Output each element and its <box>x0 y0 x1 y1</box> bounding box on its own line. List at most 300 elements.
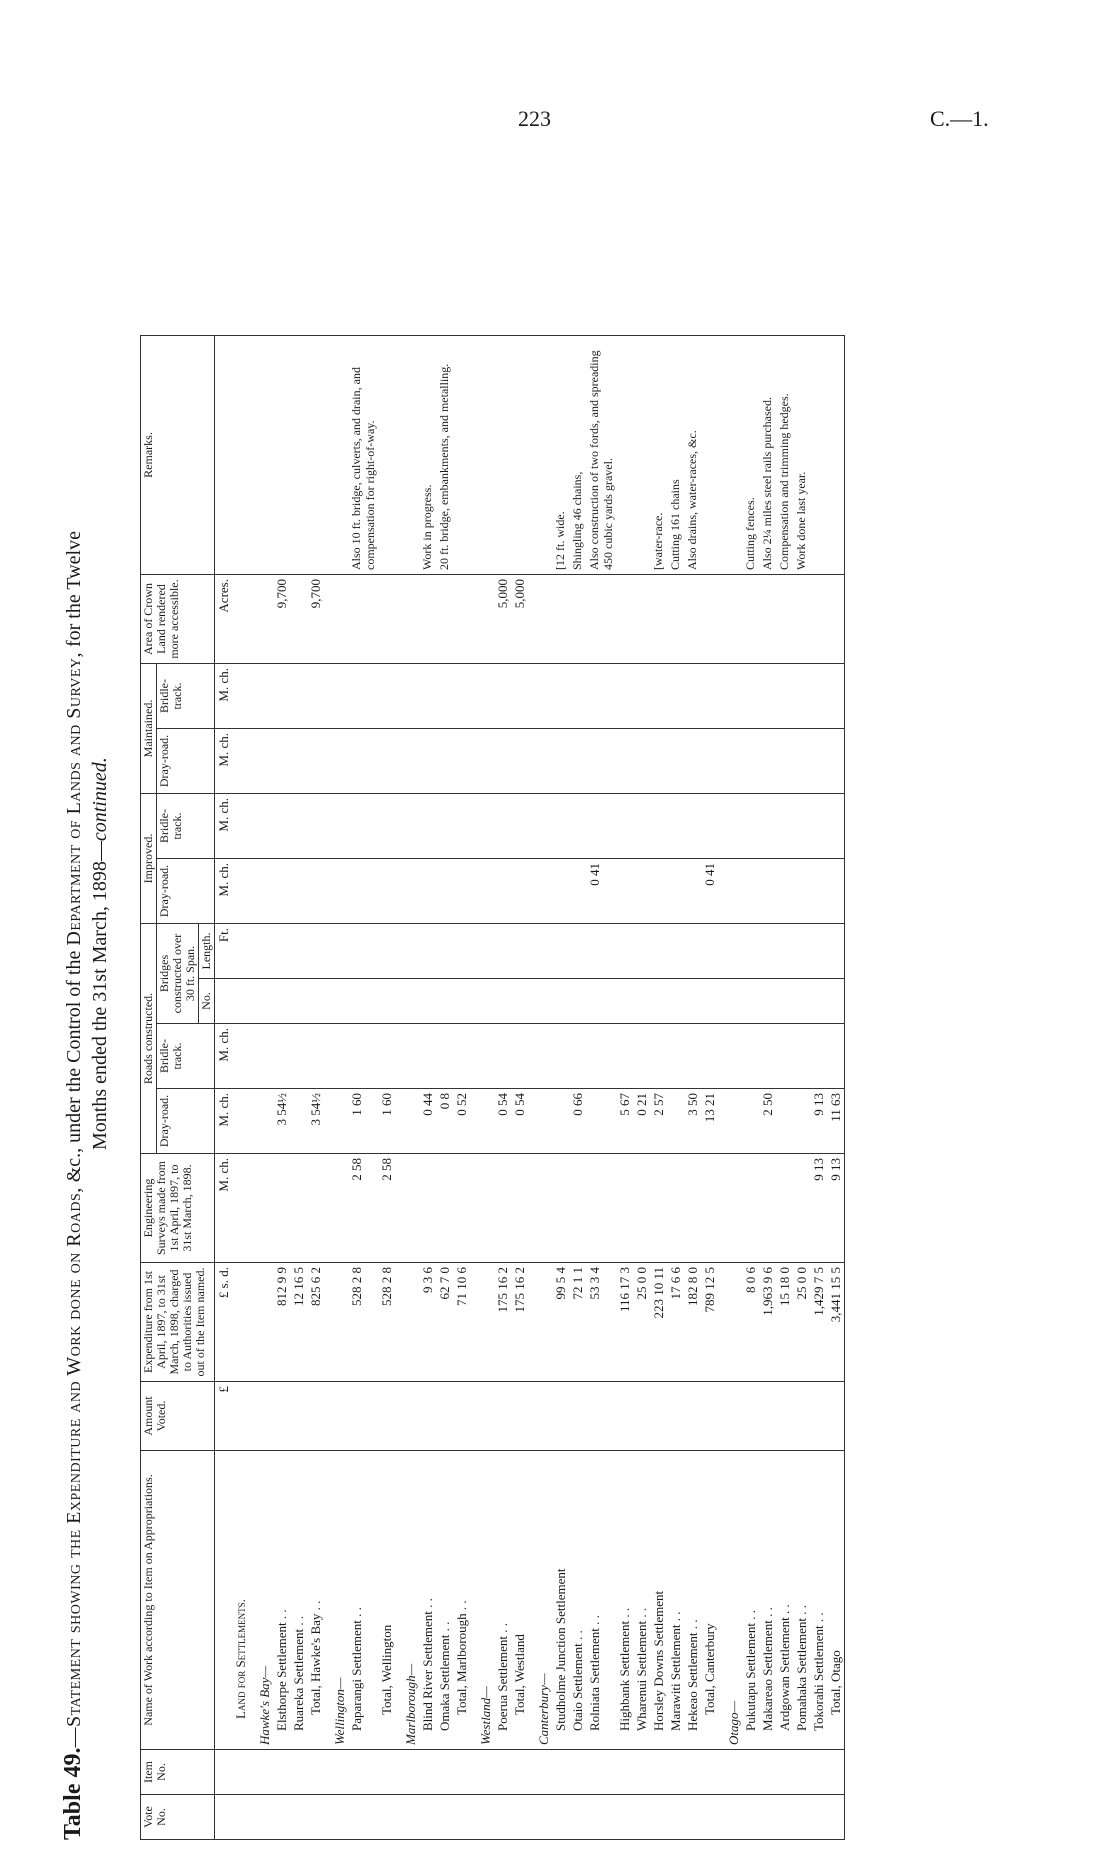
table-row <box>633 336 650 1840</box>
cell-improved <box>249 859 273 924</box>
cell-empty <box>290 729 307 794</box>
cell-empty <box>395 1750 419 1795</box>
cell-survey <box>395 1154 419 1263</box>
cell-empty <box>419 924 436 979</box>
cell-empty <box>616 664 633 729</box>
cell-empty <box>827 924 845 979</box>
cell-bridle <box>494 1024 511 1089</box>
table-title <box>60 170 113 1840</box>
cell-dray <box>793 1089 810 1154</box>
cell-bridle <box>569 1024 586 1089</box>
cell-empty <box>528 664 552 729</box>
cell-bridle <box>650 1024 667 1089</box>
cell-bridle <box>827 1024 845 1089</box>
cell-empty <box>616 1795 633 1840</box>
cell-remarks <box>307 336 324 575</box>
header-vote-no: Vote No. <box>141 1795 215 1840</box>
district-row <box>395 336 419 1840</box>
cell-survey <box>742 1154 759 1263</box>
cell-name: Wharenui Settlement . . <box>633 1451 650 1750</box>
cell-empty <box>395 729 419 794</box>
cell-name: Hekeao Settlement . . <box>684 1451 701 1750</box>
cell-remarks <box>827 336 845 575</box>
cell-improved <box>378 859 395 924</box>
cell-empty <box>667 664 684 729</box>
cell-empty <box>494 979 511 1024</box>
cell-exp: 8 0 6 <box>742 1263 759 1382</box>
unit-survey: M. ch. <box>215 1154 233 1263</box>
cell-area <box>395 575 419 664</box>
cell-empty <box>776 664 793 729</box>
cell-empty <box>650 979 667 1024</box>
cell-empty <box>616 1382 633 1451</box>
cell-empty <box>419 729 436 794</box>
cell-empty <box>436 979 453 1024</box>
cell-empty <box>470 794 494 859</box>
cell-survey <box>273 1154 290 1263</box>
cell-empty <box>436 664 453 729</box>
cell-name: Marawiti Settlement . . <box>667 1451 684 1750</box>
cell-empty <box>249 1750 273 1795</box>
cell-name: Ruareka Settlement . . <box>290 1451 307 1750</box>
cell-bridle <box>395 1024 419 1089</box>
cell-empty <box>249 924 273 979</box>
cell-empty <box>348 1382 378 1451</box>
cell-empty <box>273 794 290 859</box>
cell-improved: 0 41 <box>586 859 616 924</box>
cell-empty <box>307 979 324 1024</box>
cell-empty <box>650 729 667 794</box>
cell-empty <box>470 1382 494 1451</box>
cell-empty <box>684 729 701 794</box>
cell-empty <box>718 1750 742 1795</box>
cell-improved <box>650 859 667 924</box>
cell-bridle <box>742 1024 759 1089</box>
cell-empty <box>776 979 793 1024</box>
cell-area <box>436 575 453 664</box>
cell-bridle <box>511 1024 528 1089</box>
cell-empty <box>324 729 348 794</box>
cell-improved <box>810 859 827 924</box>
cell-dray <box>395 1089 419 1154</box>
cell-empty <box>249 979 273 1024</box>
cell-remarks <box>273 336 290 575</box>
cell-name: Highbank Settlement . . <box>616 1451 633 1750</box>
cell-empty <box>324 924 348 979</box>
unit-main-dray: M. ch. <box>215 729 233 794</box>
table-row <box>290 336 307 1840</box>
cell-empty <box>436 729 453 794</box>
cell-empty <box>249 729 273 794</box>
cell-area <box>776 575 793 664</box>
cell-survey <box>419 1154 436 1263</box>
cell-empty <box>552 979 569 1024</box>
cell-empty <box>569 1795 586 1840</box>
cell-improved <box>436 859 453 924</box>
header-bridges-length: Length. <box>199 924 215 979</box>
cell-empty <box>436 1382 453 1451</box>
cell-area <box>667 575 684 664</box>
cell-improved <box>307 859 324 924</box>
units-row <box>215 336 233 1840</box>
cell-name: Hawke's Bay— <box>249 1451 273 1750</box>
title-text-rest: &c., under the Control of the <box>63 950 85 1183</box>
cell-empty <box>667 924 684 979</box>
section-heading: Land for Settlements. <box>232 1451 249 1750</box>
unit-dray: M. ch. <box>215 1089 233 1154</box>
cell-empty <box>810 1795 827 1840</box>
cell-empty <box>552 794 569 859</box>
cell-area: 9,700 <box>307 575 324 664</box>
cell-exp: 223 10 11 <box>650 1263 667 1382</box>
cell-survey <box>324 1154 348 1263</box>
table-row <box>273 336 290 1840</box>
cell-empty <box>759 664 776 729</box>
cell-empty <box>470 729 494 794</box>
cell-empty <box>718 924 742 979</box>
cell-empty <box>378 794 395 859</box>
cell-empty <box>684 1795 701 1840</box>
cell-empty <box>633 664 650 729</box>
unit-imp-dray: M. ch. <box>215 859 233 924</box>
cell-remarks <box>378 336 395 575</box>
cell-survey <box>290 1154 307 1263</box>
table-row <box>419 336 436 1840</box>
cell-empty <box>776 794 793 859</box>
cell-empty <box>667 794 684 859</box>
cell-empty <box>742 664 759 729</box>
cell-area: 5,000 <box>511 575 528 664</box>
cell-empty <box>667 979 684 1024</box>
cell-dray: 0 54 <box>511 1089 528 1154</box>
cell-improved <box>419 859 436 924</box>
cell-empty <box>494 1382 511 1451</box>
cell-empty <box>793 924 810 979</box>
cell-empty <box>273 979 290 1024</box>
cell-empty <box>569 979 586 1024</box>
cell-empty <box>348 664 378 729</box>
cell-empty <box>718 1382 742 1451</box>
cell-exp <box>324 1263 348 1382</box>
cell-empty <box>494 924 511 979</box>
cell-bridle <box>273 1024 290 1089</box>
header-bridle-track: Bridle-track. <box>157 1024 215 1089</box>
unit-exp: £ s. d. <box>215 1263 233 1382</box>
cell-empty <box>273 664 290 729</box>
header-bridges-no: No. <box>199 979 215 1024</box>
table-row <box>348 336 378 1840</box>
cell-empty <box>348 924 378 979</box>
cell-survey <box>436 1154 453 1263</box>
cell-empty <box>810 1750 827 1795</box>
cell-empty <box>436 794 453 859</box>
cell-empty <box>793 664 810 729</box>
cell-empty <box>586 979 616 1024</box>
cell-empty <box>348 794 378 859</box>
cell-remarks: [water-race. <box>650 336 667 575</box>
header-maintained-bridle: Bridle-track. <box>157 664 215 729</box>
cell-dray: 5 67 <box>616 1089 633 1154</box>
cell-empty <box>650 1795 667 1840</box>
cell-empty <box>528 1795 552 1840</box>
cell-exp: 1,963 9 6 <box>759 1263 776 1382</box>
cell-empty <box>552 1382 569 1451</box>
header-roads-constructed: Roads constructed. <box>141 924 157 1154</box>
cell-area <box>827 575 845 664</box>
cell-name: Otago— <box>718 1451 742 1750</box>
cell-empty <box>249 1795 273 1840</box>
cell-empty <box>324 1750 348 1795</box>
header-dray-road: Dray-road. <box>157 1089 215 1154</box>
cell-name: Studholme Junction Settlement <box>552 1451 569 1750</box>
cell-empty <box>810 729 827 794</box>
cell-survey <box>667 1154 684 1263</box>
cell-name: Wellington— <box>324 1451 348 1750</box>
header-improved-dray: Dray-road. <box>157 859 215 924</box>
cell-area <box>569 575 586 664</box>
cell-empty <box>633 1382 650 1451</box>
cell-empty <box>742 924 759 979</box>
cell-exp: 528 2 8 <box>348 1263 378 1382</box>
table-row <box>650 336 667 1840</box>
header-bridges: Bridges constructed over 30 ft. Span. <box>157 924 199 1024</box>
cell-empty <box>419 1795 436 1840</box>
cell-empty <box>742 1382 759 1451</box>
cell-empty <box>324 794 348 859</box>
cell-dray: 0 8 <box>436 1089 453 1154</box>
cell-empty <box>324 979 348 1024</box>
cell-empty <box>378 924 395 979</box>
cell-empty <box>633 979 650 1024</box>
cell-empty <box>701 729 718 794</box>
cell-dray: 11 63 <box>827 1089 845 1154</box>
table-number: Table 49. <box>60 1747 86 1840</box>
cell-empty <box>827 1750 845 1795</box>
cell-dray <box>249 1089 273 1154</box>
cell-area <box>810 575 827 664</box>
cell-improved <box>324 859 348 924</box>
cell-empty <box>419 1382 436 1451</box>
cell-area: 5,000 <box>494 575 511 664</box>
cell-empty <box>684 1382 701 1451</box>
cell-empty <box>793 1795 810 1840</box>
cell-empty <box>810 924 827 979</box>
header-improved-bridle: Bridle-track. <box>157 794 215 859</box>
cell-empty <box>453 1795 470 1840</box>
cell-empty <box>419 1750 436 1795</box>
table-row <box>742 336 759 1840</box>
cell-bridle <box>307 1024 324 1089</box>
cell-name: Omaka Settlement . . <box>436 1451 453 1750</box>
cell-survey <box>470 1154 494 1263</box>
cell-remarks <box>290 336 307 575</box>
cell-empty <box>776 1382 793 1451</box>
cell-empty <box>348 1750 378 1795</box>
cell-area <box>453 575 470 664</box>
cell-bridle <box>701 1024 718 1089</box>
cell-empty <box>348 1795 378 1840</box>
table-row <box>776 336 793 1840</box>
cell-improved <box>793 859 810 924</box>
cell-empty <box>701 794 718 859</box>
cell-exp <box>718 1263 742 1382</box>
cell-empty <box>793 979 810 1024</box>
cell-empty <box>249 794 273 859</box>
table-row <box>586 336 616 1840</box>
table-row <box>793 336 810 1840</box>
cell-dray <box>528 1089 552 1154</box>
cell-bridle <box>793 1024 810 1089</box>
cell-empty <box>684 924 701 979</box>
cell-empty <box>586 1382 616 1451</box>
cell-dray <box>470 1089 494 1154</box>
cell-improved <box>453 859 470 924</box>
cell-area <box>378 575 395 664</box>
cell-dray: 0 52 <box>453 1089 470 1154</box>
cell-name: Total, Otago <box>827 1451 845 1750</box>
cell-empty <box>793 1382 810 1451</box>
cell-area <box>701 575 718 664</box>
cell-dray: 2 50 <box>759 1089 776 1154</box>
cell-area <box>586 575 616 664</box>
cell-bridle <box>348 1024 378 1089</box>
cell-area <box>759 575 776 664</box>
cell-name: Pomahaka Settlement . . <box>793 1451 810 1750</box>
cell-area <box>470 575 494 664</box>
cell-remarks <box>494 336 511 575</box>
cell-survey <box>633 1154 650 1263</box>
cell-empty <box>378 979 395 1024</box>
cell-empty <box>718 979 742 1024</box>
cell-improved <box>742 859 759 924</box>
cell-empty <box>378 1795 395 1840</box>
cell-dray <box>324 1089 348 1154</box>
cell-exp: 1,429 7 5 <box>810 1263 827 1382</box>
cell-exp: 99 5 4 <box>552 1263 569 1382</box>
cell-empty <box>759 979 776 1024</box>
cell-area <box>793 575 810 664</box>
cell-remarks: [12 ft. wide. <box>552 336 569 575</box>
cell-name: Ardgowan Settlement . . <box>776 1451 793 1750</box>
cell-remarks <box>633 336 650 575</box>
cell-empty <box>470 664 494 729</box>
cell-empty <box>569 794 586 859</box>
cell-dray: 9 13 <box>810 1089 827 1154</box>
cell-area <box>742 575 759 664</box>
cell-empty <box>569 1750 586 1795</box>
cell-empty <box>378 1382 395 1451</box>
cell-empty <box>511 664 528 729</box>
cell-empty <box>436 924 453 979</box>
cell-remarks: Also construction of two fords, and spreading 450 cubic yards gravel. <box>586 336 616 575</box>
cell-empty <box>718 1795 742 1840</box>
cell-bridle <box>324 1024 348 1089</box>
cell-empty <box>776 729 793 794</box>
cell-empty <box>290 664 307 729</box>
expenditure-table <box>140 335 845 1840</box>
cell-empty <box>793 1750 810 1795</box>
table-row <box>810 336 827 1840</box>
cell-exp: 72 1 1 <box>569 1263 586 1382</box>
header-row-1 <box>141 336 157 1840</box>
cell-survey <box>793 1154 810 1263</box>
cell-improved <box>759 859 776 924</box>
cell-bridle <box>378 1024 395 1089</box>
cell-empty <box>453 729 470 794</box>
table-row <box>759 336 776 1840</box>
cell-empty <box>249 1382 273 1451</box>
cell-empty <box>827 664 845 729</box>
cell-empty <box>470 1750 494 1795</box>
cell-empty <box>701 1750 718 1795</box>
cell-name: Horsley Downs Settlement <box>650 1451 667 1750</box>
unit-main-bridle: M. ch. <box>215 664 233 729</box>
cell-name: Blind River Settlement . . <box>419 1451 436 1750</box>
cell-name: Paparangi Settlement . . <box>348 1451 378 1750</box>
cell-empty <box>528 729 552 794</box>
cell-empty <box>759 924 776 979</box>
total-row <box>827 336 845 1840</box>
cell-empty <box>395 664 419 729</box>
cell-bridle <box>586 1024 616 1089</box>
cell-empty <box>718 794 742 859</box>
cell-exp <box>470 1263 494 1382</box>
cell-name: Otaio Settlement . . <box>569 1451 586 1750</box>
cell-survey <box>552 1154 569 1263</box>
cell-remarks: Shingling 46 chains, <box>569 336 586 575</box>
cell-bridle <box>552 1024 569 1089</box>
cell-dray <box>552 1089 569 1154</box>
header-area: Area of Crown Land rendered more accessible. <box>141 575 215 664</box>
cell-empty <box>307 1795 324 1840</box>
cell-area: 9,700 <box>273 575 290 664</box>
cell-name: Pukutapu Settlement . . <box>742 1451 759 1750</box>
cell-area <box>718 575 742 664</box>
cell-empty <box>453 794 470 859</box>
cell-empty <box>650 924 667 979</box>
cell-empty <box>494 1750 511 1795</box>
cell-dray: 0 44 <box>419 1089 436 1154</box>
cell-bridle <box>616 1024 633 1089</box>
header-improved: Improved. <box>141 794 157 924</box>
cell-improved <box>667 859 684 924</box>
page-number: 223 <box>518 106 551 131</box>
cell-empty <box>742 979 759 1024</box>
cell-empty <box>650 1382 667 1451</box>
cell-empty <box>453 664 470 729</box>
cell-remarks <box>511 336 528 575</box>
cell-dray <box>586 1089 616 1154</box>
cell-remarks <box>616 336 633 575</box>
table-row <box>569 336 586 1840</box>
table-body <box>215 336 845 1840</box>
cell-survey <box>307 1154 324 1263</box>
cell-empty <box>552 729 569 794</box>
cell-dray: 3 54½ <box>273 1089 290 1154</box>
cell-empty <box>633 729 650 794</box>
cell-empty <box>494 794 511 859</box>
cell-empty <box>307 924 324 979</box>
cell-survey <box>494 1154 511 1263</box>
cell-remarks: Work done last year. <box>793 336 810 575</box>
cell-empty <box>290 979 307 1024</box>
cell-empty <box>395 1382 419 1451</box>
cell-empty <box>395 979 419 1024</box>
cell-empty <box>650 664 667 729</box>
cell-empty <box>494 729 511 794</box>
cell-empty <box>701 664 718 729</box>
cell-improved <box>616 859 633 924</box>
